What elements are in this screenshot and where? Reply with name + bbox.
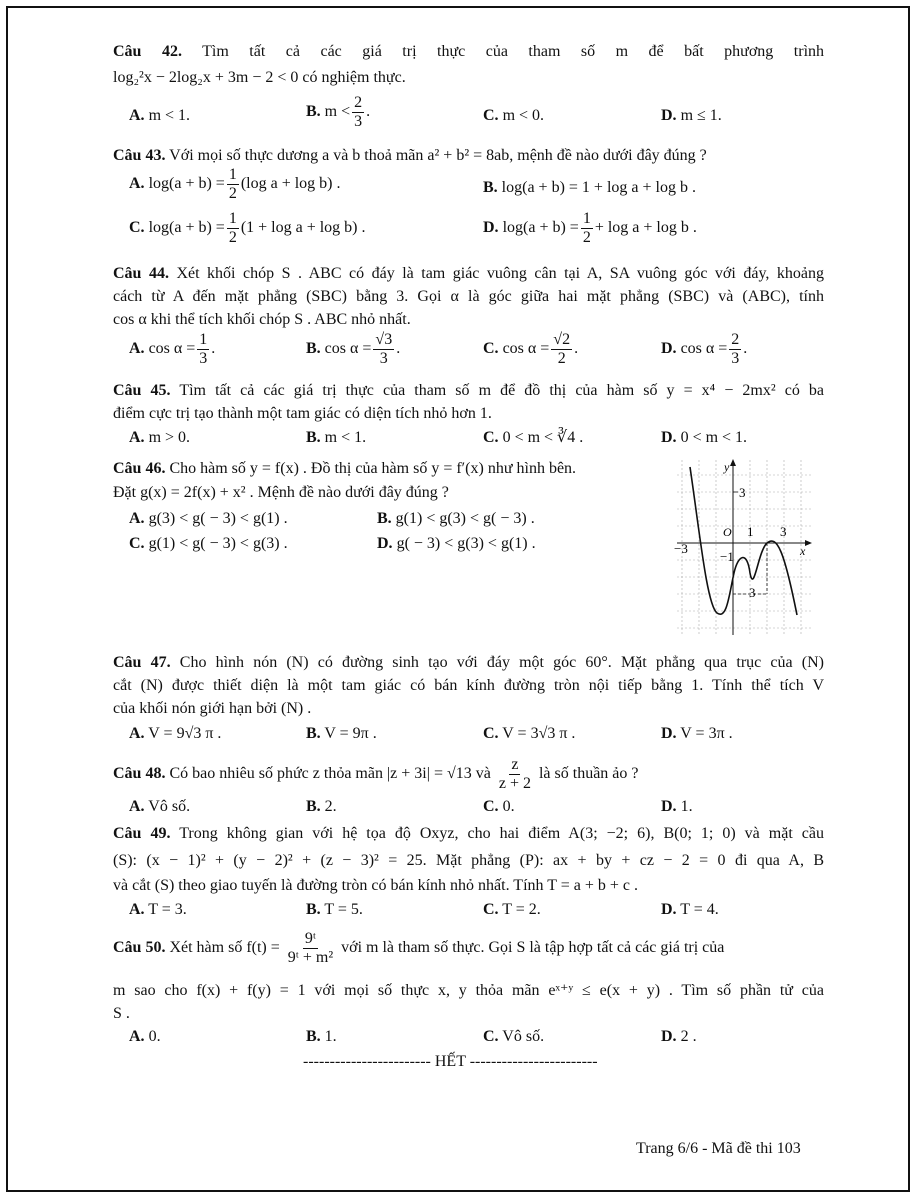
q47-d-value: V = 3π . <box>680 725 733 742</box>
q45-text1: Tìm tất cả các giá trị thực của tham số m để đồ thị của hàm số y = x⁴ − 2mx² có ba <box>179 382 825 399</box>
q43-c-num: 1 <box>228 210 237 227</box>
q48-d-value: 1. <box>680 798 693 815</box>
q48-b-label: B. <box>306 798 321 815</box>
q42-b-post: . <box>366 103 371 121</box>
end-marker: ------------------------ HẾT ------------------------ <box>303 1053 598 1070</box>
q47-a-label: A. <box>129 725 145 742</box>
q48-option-c[interactable] <box>483 797 515 817</box>
q42-option-d[interactable] <box>661 106 722 126</box>
q44-d-num: 2 <box>731 331 740 348</box>
q46-tick-label-ym3: 3 <box>749 585 756 600</box>
q44-c-pre: cos α = <box>502 340 550 358</box>
q49-option-a[interactable] <box>129 900 187 920</box>
q44-label: Câu 44. <box>113 265 169 282</box>
q48-option-a[interactable] <box>129 797 190 817</box>
q44-d-label: D. <box>661 340 677 358</box>
q43-text: Với mọi số thực dương a và b thoả mãn a² + b² = 8ab, mệnh đề nào dưới đây đúng ? <box>169 147 707 164</box>
q50-line3: S . <box>113 1005 130 1022</box>
q44-d-fraction <box>729 331 741 368</box>
q44-b-label: B. <box>306 340 321 358</box>
q49-option-b[interactable] <box>306 900 363 920</box>
q42-d-value: m ≤ 1. <box>680 107 722 124</box>
q44-a-fraction <box>197 331 209 368</box>
q42-option-a[interactable] <box>129 106 190 126</box>
q43-label: Câu 43. <box>113 147 166 164</box>
q46-tick-label-ym1: −1 <box>720 549 734 564</box>
q44-option-b[interactable] <box>306 331 400 368</box>
q42-b-pre: m < <box>324 103 351 121</box>
q44-a-dot: . <box>211 340 216 358</box>
q43-d-fraction <box>581 210 593 247</box>
q49-line3: và cắt (S) theo giao tuyến là đường tròn có bán kính nhỏ nhất. Tính T = a + b + c . <box>113 877 638 894</box>
q45-line1 <box>113 381 824 401</box>
q46-b-label: B. <box>377 510 392 527</box>
q49-line2: (S): (x − 1)² + (y − 2)² + (z − 3)² = 25. Mặt phẳng (P): ax + by + cz − 2 = 0 đi qua A, B <box>113 852 824 869</box>
q44-d-den: 3 <box>731 350 740 367</box>
q48-d-label: D. <box>661 798 677 815</box>
q46-a-value: g(3) < g( − 3) < g(1) . <box>148 510 288 527</box>
q46-line2: Đặt g(x) = 2f(x) + x² . Mệnh đề nào dưới đây đúng ? <box>113 484 449 501</box>
q50-label: Câu 50. <box>113 939 166 957</box>
q43-d-post: + log a + log b . <box>594 219 697 237</box>
q50-line2: m sao cho f(x) + f(y) = 1 với mọi số thực x, y thỏa mãn eˣ⁺ʸ ≤ e(x + y) . Tìm số phần tử của <box>113 982 824 999</box>
q48-option-b[interactable] <box>306 797 337 817</box>
q42-label: Câu 42. <box>113 43 182 60</box>
q50-a-value: 0. <box>148 1028 161 1045</box>
q47-label: Câu 47. <box>113 654 171 671</box>
q44-line1 <box>113 264 824 284</box>
q45-label: Câu 45. <box>113 382 171 399</box>
q48-b-value: 2. <box>324 798 337 815</box>
q47-option-c[interactable] <box>483 724 575 744</box>
q50-option-a[interactable] <box>129 1027 161 1047</box>
q42-a-label: A. <box>129 107 145 124</box>
q50-a-label: A. <box>129 1028 145 1045</box>
q45-line2: điểm cực trị tạo thành một tam giác có diện tích nhỏ hơn 1. <box>113 405 492 422</box>
q49-option-d[interactable] <box>661 900 719 920</box>
q47-d-label: D. <box>661 725 677 742</box>
q48-c-value: 0. <box>502 798 515 815</box>
q43-d-label: D. <box>483 219 499 237</box>
q50-d-label: D. <box>661 1028 677 1045</box>
q50-option-c[interactable] <box>483 1027 544 1047</box>
q43-b-value: log(a + b) = 1 + log a + log b . <box>501 179 696 196</box>
q48-option-d[interactable] <box>661 797 693 817</box>
q50-text-pre: Xét hàm số f(t) = <box>169 939 280 957</box>
q49-d-value: T = 4. <box>680 901 719 918</box>
q43-c-den: 2 <box>228 229 237 246</box>
q47-b-value: V = 9π . <box>324 725 377 742</box>
q45-c-label: C. <box>483 429 499 446</box>
q49-a-label: A. <box>129 901 145 918</box>
q43-option-a[interactable] <box>129 166 340 203</box>
q47-line3: của khối nón giới hạn bởi (N) . <box>113 700 312 717</box>
q50-d-value: 2 . <box>680 1028 697 1045</box>
q48-label: Câu 48. <box>113 765 166 783</box>
q50-option-b[interactable] <box>306 1027 337 1047</box>
q50-c-label: C. <box>483 1028 499 1045</box>
q43-d-den: 2 <box>582 229 591 246</box>
q50-line1 <box>113 930 724 967</box>
q46-x-arrow-icon <box>805 540 812 546</box>
q48-a-value: Vô số. <box>148 798 191 815</box>
q46-c-value: g(1) < g( − 3) < g(3) . <box>148 535 288 552</box>
q47-option-b[interactable] <box>306 724 377 744</box>
q42-b-num: 2 <box>354 94 363 111</box>
q50-b-value: 1. <box>324 1028 337 1045</box>
q43-c-post: (1 + log a + log b) . <box>240 219 366 237</box>
q43-c-fraction <box>227 210 239 247</box>
q46-option-b[interactable] <box>377 509 535 529</box>
q48-num: z <box>511 756 519 773</box>
q49-option-c[interactable] <box>483 900 541 920</box>
q44-b-den: 3 <box>379 350 388 367</box>
q47-c-label: C. <box>483 725 499 742</box>
q43-c-label: C. <box>129 219 145 237</box>
q47-b-label: B. <box>306 725 321 742</box>
q44-text1: Xét khối chóp S . ABC có đáy là tam giác vuông cân tại A, SA vuông góc với đáy, khoảng <box>176 265 825 282</box>
q46-d-label: D. <box>377 535 393 552</box>
q44-line3: cos α khi thể tích khối chóp S . ABC nhỏ nhất. <box>113 311 411 328</box>
q44-d-dot: . <box>743 340 748 358</box>
q42-b-label: B. <box>306 103 321 121</box>
q42-text1: Tìm tất cả các giá trị thực của tham số m để bất phương trình <box>202 43 825 60</box>
q46-label: Câu 46. <box>113 460 166 477</box>
q43-option-b[interactable] <box>483 178 696 198</box>
q42-option-c[interactable] <box>483 106 544 126</box>
q42-c-value: m < 0. <box>502 107 545 124</box>
q44-b-pre: cos α = <box>324 340 372 358</box>
q44-b-fraction <box>373 331 394 368</box>
q42-b-fraction <box>352 94 364 131</box>
q46-tick-label-x1: 1 <box>747 524 754 539</box>
q45-a-label: A. <box>129 429 145 446</box>
q42-line2: log₂²x − 2log₂x + 3m − 2 < 0 có nghiệm thực. <box>113 69 406 86</box>
q49-c-label: C. <box>483 901 499 918</box>
q50-den: 9ᵗ + m² <box>287 949 334 966</box>
q43-b-label: B. <box>483 179 498 196</box>
page-footer: Trang 6/6 - Mã đề thi 103 <box>636 1140 801 1157</box>
q46-option-c[interactable] <box>129 534 288 554</box>
q44-a-den: 3 <box>199 350 208 367</box>
q47-option-d[interactable] <box>661 724 733 744</box>
q47-option-a[interactable] <box>129 724 221 744</box>
q49-b-label: B. <box>306 901 321 918</box>
q47-text1: Cho hình nón (N) có đường sinh tạo với đáy một góc 60°. Mặt phẳng qua trục của (N) <box>179 654 824 671</box>
q45-b-label: B. <box>306 429 321 446</box>
q46-option-d[interactable] <box>377 534 536 554</box>
q44-line2: cách từ A đến mặt phẳng (SBC) bằng 3. Gọi α là góc giữa hai mặt phẳng (SBC) và (ABC), tính <box>113 288 824 305</box>
q43-a-den: 2 <box>228 185 237 202</box>
q45-b-value: m < 1. <box>324 429 367 446</box>
q49-c-value: T = 2. <box>502 901 541 918</box>
q44-option-d[interactable] <box>661 331 747 368</box>
q47-c-value: V = 3√3 π . <box>502 725 576 742</box>
q47-a-value: V = 9√3 π . <box>148 725 222 742</box>
q45-d-value: 0 < m < 1. <box>680 429 748 446</box>
q44-c-den: 2 <box>557 350 566 367</box>
q49-a-value: T = 3. <box>148 901 187 918</box>
q43-option-c[interactable] <box>129 210 366 247</box>
q46-origin-label: O <box>723 525 732 539</box>
q42-option-b[interactable] <box>306 94 370 131</box>
q44-b-num: √3 <box>375 331 393 348</box>
q48-den: z + 2 <box>498 775 531 792</box>
q44-a-label: A. <box>129 340 145 358</box>
q46-b-value: g(1) < g(3) < g( − 3) . <box>395 510 535 527</box>
q46-a-label: A. <box>129 510 145 527</box>
q42-c-label: C. <box>483 107 499 124</box>
q46-tick-label-y3: 3 <box>739 485 746 500</box>
q46-x-label: x <box>800 544 806 558</box>
q44-c-num: √2 <box>553 331 571 348</box>
q43-c-pre: log(a + b) = <box>148 219 225 237</box>
q46-text1: Cho hàm số y = f(x) . Đồ thị của hàm số y = f′(x) như hình bên. <box>169 460 577 477</box>
q47-line1 <box>113 653 824 673</box>
q44-c-label: C. <box>483 340 499 358</box>
q42-a-value: m < 1. <box>148 107 191 124</box>
q46-tick-label-x3: 3 <box>780 524 787 539</box>
q45-option-b[interactable] <box>306 428 366 448</box>
q50-c-value: Vô số. <box>502 1028 545 1045</box>
q43-line1 <box>113 146 707 166</box>
q50-b-label: B. <box>306 1028 321 1045</box>
q50-fraction <box>286 930 335 967</box>
q46-d-value: g( − 3) < g(3) < g(1) . <box>396 535 536 552</box>
q49-d-label: D. <box>661 901 677 918</box>
q43-a-post: (log a + log b) . <box>240 175 341 193</box>
q44-option-a[interactable] <box>129 331 215 368</box>
q44-b-dot: . <box>396 340 401 358</box>
q43-a-num: 1 <box>228 166 237 183</box>
q49-text1: Trong không gian với hệ tọa độ Oxyz, cho hai điểm A(3; −2; 6), B(0; 1; 0) và mặt cầu <box>179 825 824 842</box>
q46-y-arrow-icon <box>730 459 736 466</box>
q44-option-c[interactable] <box>483 331 578 368</box>
q45-option-c[interactable] <box>483 428 583 448</box>
q48-line1 <box>113 756 639 793</box>
q46-line1 <box>113 459 576 479</box>
q47-line2: cắt (N) được thiết diện là một tam giác có bán kính đường tròn nội tiếp bằng 1. Tính thể tích V <box>113 677 824 694</box>
q44-d-pre: cos α = <box>680 340 728 358</box>
q42-d-label: D. <box>661 107 677 124</box>
q46-tick-label-xm3: −3 <box>674 541 688 556</box>
q44-c-dot: . <box>574 340 579 358</box>
q45-a-value: m > 0. <box>148 429 191 446</box>
q43-a-fraction <box>227 166 239 203</box>
q42-b-den: 3 <box>354 113 363 130</box>
q43-d-num: 1 <box>582 210 591 227</box>
q46-y-label: y <box>724 460 730 474</box>
q49-label: Câu 49. <box>113 825 171 842</box>
q48-text-pre: Có bao nhiêu số phức z thỏa mãn |z + 3i| = √13 và <box>169 765 491 783</box>
q46-c-label: C. <box>129 535 145 552</box>
q43-option-d[interactable] <box>483 210 697 247</box>
q46-graph <box>672 455 822 640</box>
q44-a-pre: cos α = <box>148 340 196 358</box>
q42-line1 <box>113 42 824 62</box>
q45-c-value: 0 < m < ∛4 . <box>502 429 584 446</box>
q43-d-pre: log(a + b) = <box>502 219 579 237</box>
q48-text-post: là số thuần ảo ? <box>538 765 639 783</box>
q44-a-num: 1 <box>199 331 208 348</box>
q45-option-d[interactable] <box>661 428 747 448</box>
q49-b-value: T = 5. <box>324 901 363 918</box>
q50-option-d[interactable] <box>661 1027 697 1047</box>
q43-a-pre: log(a + b) = <box>148 175 225 193</box>
q45-option-a[interactable] <box>129 428 190 448</box>
q44-c-fraction <box>551 331 572 368</box>
q43-a-label: A. <box>129 175 145 193</box>
q48-a-label: A. <box>129 798 145 815</box>
q46-option-a[interactable] <box>129 509 288 529</box>
q48-fraction <box>497 756 533 793</box>
q49-line1 <box>113 824 824 844</box>
q45-d-label: D. <box>661 429 677 446</box>
q48-c-label: C. <box>483 798 499 815</box>
q50-text-post: với m là tham số thực. Gọi S là tập hợp tất cả các giá trị của <box>341 939 725 957</box>
q50-num: 9ᵗ <box>304 930 316 947</box>
